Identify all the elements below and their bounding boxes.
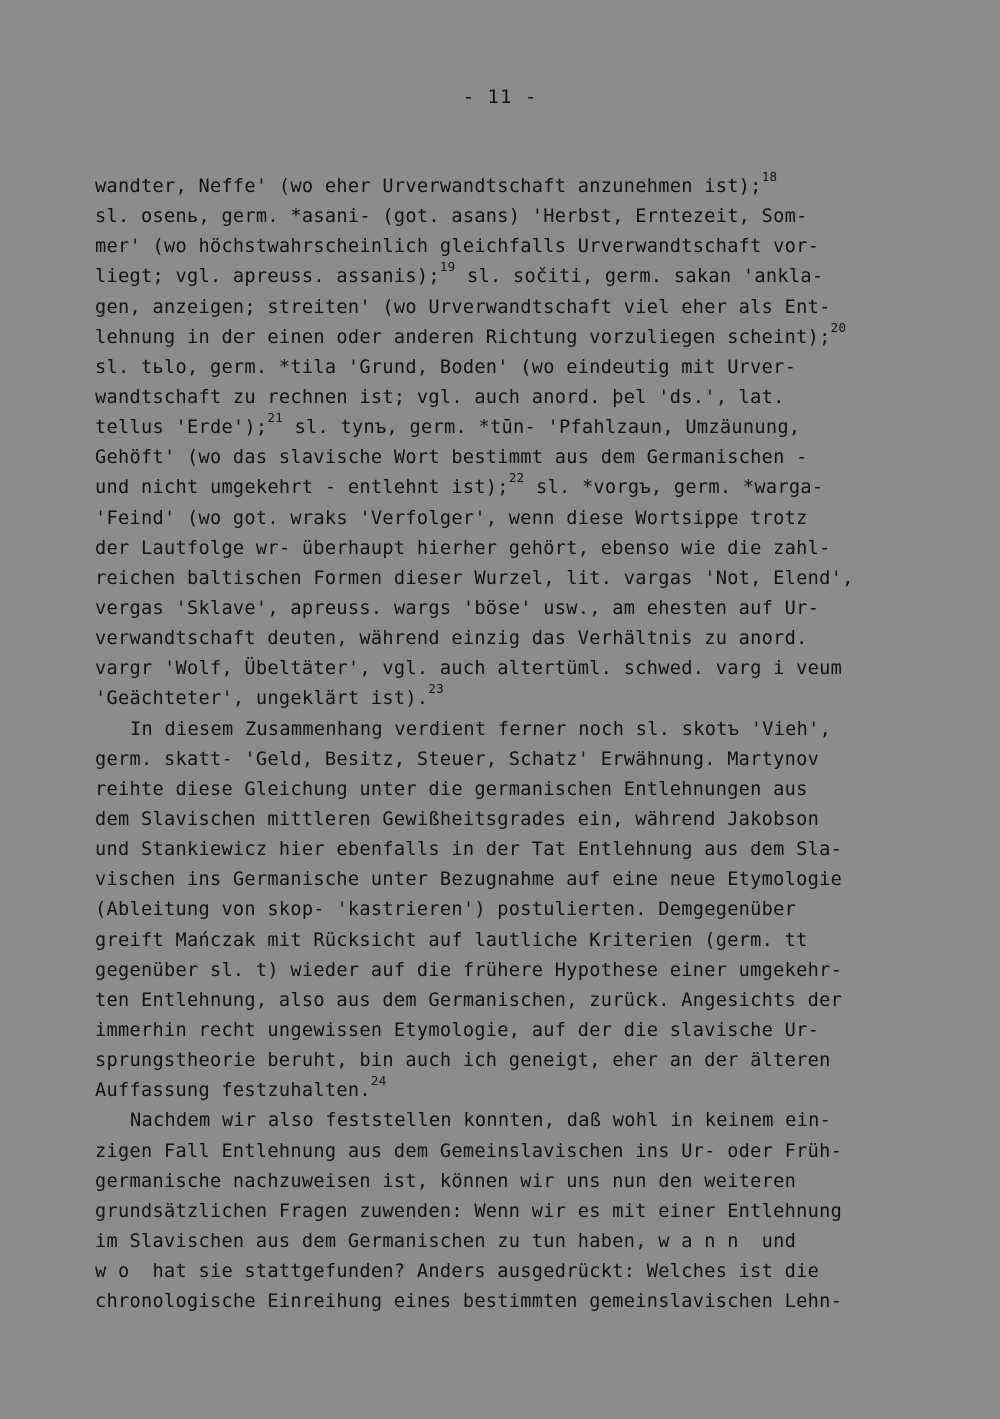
page-number: - 11 - — [462, 86, 538, 108]
footnote-ref: 18 — [761, 169, 778, 184]
text-line: (Ableitung von skop- 'kastrieren') postulierten. Demgegenüber — [95, 899, 797, 921]
text-line: sl. osenь, germ. *asani- (got. asans) 'Herbst, Erntezeit, Som- — [95, 206, 808, 228]
text-line: dem Slavischen mittleren Gewißheitsgrades ein, während Jakobson — [95, 808, 820, 830]
text-line: vargr 'Wolf, Übeltäter', vgl. auch altertüml. schwed. varg i veum — [95, 658, 843, 680]
text-line: gen, anzeigen; streiten' (wo Urverwandtschaft viel eher als Ent- — [95, 296, 831, 318]
text-line: In diesem Zusammenhang verdient ferner noch sl. skotъ 'Vieh', — [130, 718, 832, 740]
footnote-ref: 21 — [267, 410, 284, 426]
footnote-ref: 22 — [508, 470, 525, 486]
footnote-ref: 20 — [830, 319, 847, 335]
text-line — [95, 319, 895, 353]
text-line: Nachdem wir also feststellen konnten, daß wohl in keinem ein- — [130, 1110, 832, 1132]
text-line: tellus 'Erde');$^{21}$ sl. tynъ, germ. *tūn- 'Pfahlzaun, Umzäunung, — [95, 410, 801, 439]
text-line: reihte diese Gleichung unter die germanischen Entlehnungen aus — [95, 778, 808, 800]
footnote-ref: 23 — [428, 681, 444, 697]
text-line-content: lehnung in der einen oder anderen Richtung vorzuliegen scheint); — [95, 326, 831, 348]
text-line: 'Feind' (wo got. wraks 'Verfolger', wenn diese Wortsippe trotz — [95, 507, 808, 529]
text-line-content: 'Geächteter', ungeklärt ist). — [95, 688, 429, 710]
text-line — [95, 259, 895, 292]
text-line: immerhin recht ungewissen Etymologie, auf der die slavische Ur- — [95, 1019, 820, 1041]
text-line-content: Auffassung festzuhalten. — [95, 1080, 371, 1102]
text-line: wandtschaft zu rechnen ist; vgl. auch anord. þel 'ds.', lat. — [95, 386, 785, 408]
text-line: greift Mańczak mit Rücksicht auf lautliche Kriterien (germ. tt — [95, 929, 808, 951]
text-line: germanische nachzuweisen ist, können wir uns nun den weiteren — [95, 1170, 797, 1192]
text-line: germ. skatt- 'Geld, Besitz, Steuer, Schatz' Erwähnung. Martynov — [95, 748, 820, 770]
text-line — [95, 681, 895, 714]
text-line: grundsätzlichen Fragen zuwenden: Wenn wir es mit einer Entlehnung — [95, 1200, 843, 1222]
text-line: vischen ins Germanische unter Bezugnahme auf eine neue Etymologie — [95, 869, 843, 891]
text-line — [95, 169, 895, 202]
text-line-content: liegt; vgl. apreuss. assanis);$^{19}$ sl. sočiti, germ. sakan 'ankla- — [95, 259, 824, 288]
text-line: der Lautfolge wr- überhaupt hierher gehört, ebenso wie die zahl- — [95, 537, 831, 559]
text-line: Gehöft' (wo das slavische Wort bestimmt aus dem Germanischen - — [95, 447, 808, 469]
text-line: zigen Fall Entlehnung aus dem Gemeinslavischen ins Ur- oder Früh- — [95, 1140, 843, 1162]
footnote-ref: 19 — [439, 259, 456, 275]
text-line: und Stankiewicz hier ebenfalls in der Tat Entlehnung aus dem Sla- — [95, 839, 843, 861]
text-line: und nicht umgekehrt - entlehnt ist);$^{22}$ sl. *vorgъ, germ. *warga- — [95, 470, 824, 499]
text-line: sprungstheorie beruht, bin auch ich geneigt, eher an der älteren — [95, 1050, 831, 1072]
text-line: verwandtschaft deuten, während einzig das Verhältnis zu anord. — [95, 628, 808, 650]
text-line: mer' (wo höchstwahrscheinlich gleichfalls Urverwandtschaft vor- — [95, 236, 820, 258]
text-line: im Slavischen aus dem Germanischen zu tun haben, w a n n und — [95, 1230, 797, 1252]
text-line: gegenüber sl. t) wieder auf die frühere Hypothese einer umgekehr- — [95, 959, 843, 981]
text-line — [95, 1073, 895, 1106]
text-line: w o hat sie stattgefunden? Anders ausgedrückt: Welches ist die — [95, 1261, 820, 1283]
text-line: sl. tьlo, germ. *tila 'Grund, Boden' (wo eindeutig mit Urver- — [95, 356, 797, 378]
text-line: ten Entlehnung, also aus dem Germanischen, zurück. Angesichts der — [95, 989, 843, 1011]
text-line-content: wandter, Neffe' (wo eher Urverwandtschaft anzunehmen ist); — [95, 176, 762, 197]
body-text — [95, 169, 895, 1317]
text-line: chronologische Einreihung eines bestimmten gemeinslavischen Lehn- — [95, 1291, 843, 1313]
text-line: reichen baltischen Formen dieser Wurzel, lit. vargas 'Not, Elend', — [95, 567, 854, 589]
text-line: vergas 'Sklave', apreuss. wargs 'böse' usw., am ehesten auf Ur- — [95, 597, 820, 619]
footnote-ref: 24 — [370, 1073, 387, 1089]
